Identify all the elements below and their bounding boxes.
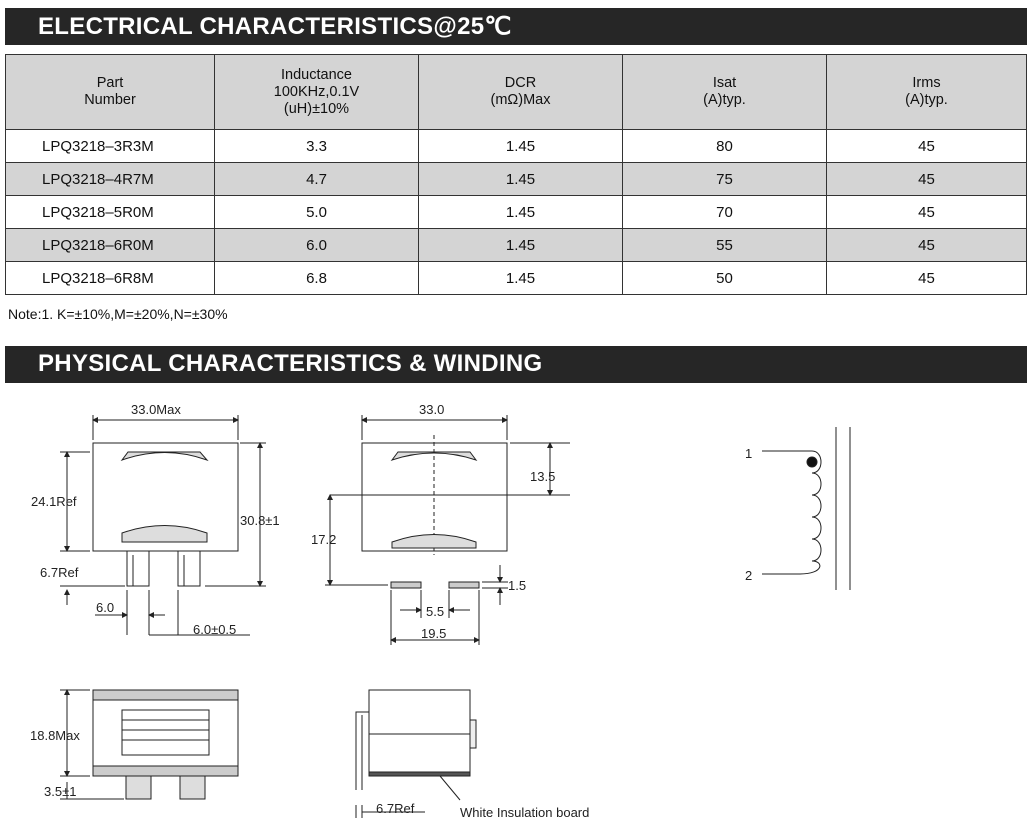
header-text: Irms: [912, 75, 941, 91]
side-height-label: 18.8Max: [30, 728, 80, 743]
pcb-view-drawing: [325, 415, 570, 645]
cell-irms: 45: [827, 229, 1027, 262]
header-text: (uH)±10%: [283, 100, 350, 117]
cell-irms: 45: [827, 196, 1027, 229]
cell-isat: 80: [623, 130, 827, 163]
header-inductance: [215, 55, 419, 130]
header-irms: [827, 55, 1027, 130]
side2-body-outline: [369, 690, 470, 776]
cell-part-number: LPQ3218–6R8M: [6, 262, 215, 295]
cell-isat: 50: [623, 262, 827, 295]
electrical-characteristics-banner: [5, 8, 1027, 45]
pcb-top-label: 13.5: [530, 469, 556, 484]
front-width-label: 33.0Max: [131, 402, 181, 417]
front-height-ref-label: 24.1Ref: [31, 494, 77, 509]
table-row: [6, 196, 1027, 229]
header-text: (A)typ.: [703, 92, 746, 108]
pin-height-ref-label: 6.7Ref: [40, 565, 79, 580]
cell-irms: 45: [827, 130, 1027, 163]
cell-irms: 45: [827, 262, 1027, 295]
side-pin-right: [180, 776, 205, 799]
cell-dcr: 1.45: [419, 196, 623, 229]
header-text: Number: [84, 92, 136, 108]
cell-dcr: 1.45: [419, 130, 623, 163]
cell-part-number: LPQ3218–6R0M: [6, 229, 215, 262]
mechanical-drawings: [0, 390, 1033, 834]
front-pin-left: [127, 551, 149, 586]
physical-characteristics-banner: [5, 346, 1027, 383]
cell-part-number: LPQ3218–3R3M: [6, 130, 215, 163]
table-row: [6, 130, 1027, 163]
front-pin-right: [178, 551, 200, 586]
cell-isat: 75: [623, 163, 827, 196]
header-dcr: [419, 55, 623, 130]
cell-part-number: LPQ3218–5R0M: [6, 196, 215, 229]
winding-pin2-label: 2: [745, 568, 753, 583]
side-pin-label: 3.5±1: [44, 784, 77, 799]
insulation-board-label: White Insulation board: [460, 805, 590, 820]
cell-isat: 70: [623, 196, 827, 229]
cell-irms: 45: [827, 163, 1027, 196]
header-text: Inductance: [281, 66, 352, 83]
pad-left: [391, 582, 421, 588]
table-row: [6, 229, 1027, 262]
table-row: [6, 262, 1027, 295]
cell-dcr: 1.45: [419, 262, 623, 295]
pad-gap-label: 5.5: [426, 604, 445, 619]
pin-spacing-label: 6.0±0.5: [193, 622, 237, 637]
header-part-number: [6, 55, 215, 130]
cell-dcr: 1.45: [419, 229, 623, 262]
pcb-width-label: 33.0: [419, 402, 445, 417]
table-header-row: [6, 55, 1027, 130]
electrical-spec-table: [5, 54, 1027, 295]
cell-inductance: 5.0: [215, 196, 419, 229]
header-text: DCR: [504, 75, 537, 91]
header-text: (A)typ.: [905, 92, 948, 108]
winding-pin1-label: 1: [745, 446, 753, 461]
polarity-dot-icon: [807, 457, 817, 467]
header-text: Part: [96, 75, 124, 91]
physical-characteristics-title: PHYSICAL CHARACTERISTICS & WINDING: [38, 350, 543, 377]
cell-inductance: 3.3: [215, 130, 419, 163]
coil-icon: [762, 451, 821, 574]
side-view-drawing: [60, 690, 238, 799]
side-view-insulation-drawing: [356, 690, 476, 818]
header-isat: [623, 55, 827, 130]
side-pin-left: [126, 776, 151, 799]
pad-right: [449, 582, 479, 588]
pad-thickness-label: 1.5: [508, 578, 527, 593]
header-text: 100KHz,0.1V: [273, 83, 360, 100]
side-pin-ref-label: 6.7Ref: [376, 801, 415, 816]
front-view-drawing: [60, 415, 266, 635]
pcb-height-label: 17.2: [311, 532, 337, 547]
header-text: (mΩ)Max: [490, 92, 551, 108]
table-row: [6, 163, 1027, 196]
tolerance-note: Note:1. K=±10%,M=±20%,N=±30%: [8, 306, 228, 322]
pad-span-label: 19.5: [421, 626, 447, 641]
cell-dcr: 1.45: [419, 163, 623, 196]
header-text: Isat: [712, 75, 737, 91]
electrical-characteristics-title: ELECTRICAL CHARACTERISTICS@25℃: [38, 13, 512, 40]
cell-inductance: 6.8: [215, 262, 419, 295]
cell-inductance: 6.0: [215, 229, 419, 262]
cell-isat: 55: [623, 229, 827, 262]
cell-part-number: LPQ3218–4R7M: [6, 163, 215, 196]
pin-width-label: 6.0: [96, 600, 115, 615]
winding-schematic: [762, 427, 850, 590]
cell-inductance: 4.7: [215, 163, 419, 196]
front-total-height-label: 30.8±1: [240, 513, 280, 528]
